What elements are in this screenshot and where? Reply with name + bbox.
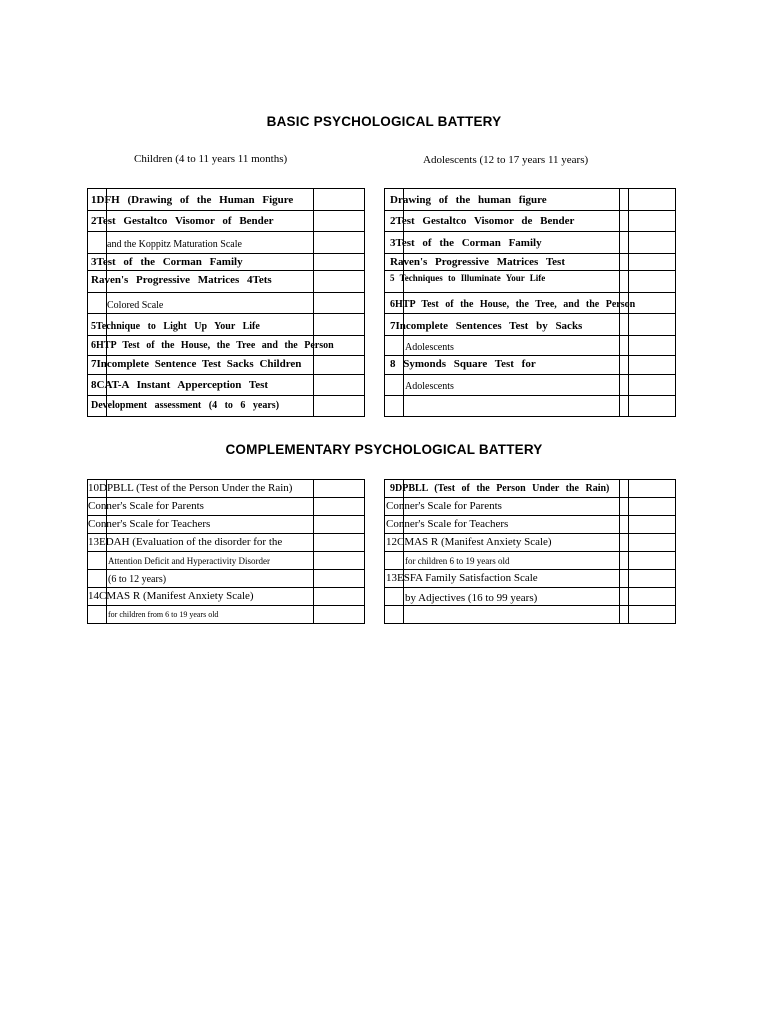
table-row xyxy=(384,396,676,417)
checkbox-cell[interactable] xyxy=(314,606,364,623)
list-item: 6HTP Test of the House, the Tree, and the Person xyxy=(390,299,636,310)
list-item: 10DPBLL (Test of the Person Under the Rain) xyxy=(88,482,293,494)
table-row xyxy=(384,552,676,570)
table-row xyxy=(87,480,365,498)
checkbox-cell[interactable] xyxy=(629,534,675,551)
checkbox-cell[interactable] xyxy=(629,254,675,270)
table-row xyxy=(384,516,676,534)
children-table xyxy=(87,188,365,417)
checkbox-cell[interactable] xyxy=(629,293,675,313)
table-row xyxy=(87,314,365,336)
table-row xyxy=(87,534,365,552)
list-item: 13ESFA Family Satisfaction Scale xyxy=(386,572,538,584)
list-item: 3Test of the Corman Family xyxy=(390,237,542,249)
checkbox-cell[interactable] xyxy=(314,356,364,374)
checkbox-cell[interactable] xyxy=(314,588,364,605)
checkbox-cell[interactable] xyxy=(629,356,675,374)
list-item: 2Test Gestaltco Visomor de Bender xyxy=(390,215,575,227)
checkbox-cell[interactable] xyxy=(629,396,675,416)
table-row xyxy=(87,189,365,211)
list-item: 8 Symonds Square Test for xyxy=(390,358,536,370)
list-item: (6 to 12 years) xyxy=(108,574,167,585)
list-item: Conner's Scale for Teachers xyxy=(386,518,509,530)
checkbox-cell[interactable] xyxy=(314,271,364,292)
list-item: Raven's Progressive Matrices 4Tets xyxy=(91,274,272,286)
list-item: Adolescents xyxy=(405,381,454,392)
list-item: 12CMAS R (Manifest Anxiety Scale) xyxy=(386,536,552,548)
table-row xyxy=(87,588,365,606)
table-row xyxy=(87,211,365,232)
table-row xyxy=(87,254,365,271)
list-item: 7Incomplete Sentence Test Sacks Children xyxy=(91,358,302,370)
checkbox-cell[interactable] xyxy=(629,375,675,395)
complementary-children-table xyxy=(87,479,365,624)
list-item: 7Incomplete Sentences Test by Sacks xyxy=(390,320,583,332)
table-row xyxy=(384,588,676,606)
list-item: Raven's Progressive Matrices Test xyxy=(390,256,565,268)
table-row xyxy=(87,516,365,534)
checkbox-cell[interactable] xyxy=(629,570,675,587)
checkbox-cell[interactable] xyxy=(314,314,364,335)
checkbox-cell[interactable] xyxy=(314,396,364,416)
checkbox-cell[interactable] xyxy=(629,516,675,533)
list-item: Development assessment (4 to 6 years) xyxy=(91,400,280,411)
list-item: 13EDAH (Evaluation of the disorder for the xyxy=(88,536,283,548)
checkbox-cell[interactable] xyxy=(314,189,364,210)
list-item: 5 Techniques to Illuminate Your Life xyxy=(390,273,546,283)
list-item: by Adjectives (16 to 99 years) xyxy=(405,592,538,604)
list-item: Conner's Scale for Parents xyxy=(88,500,204,512)
table-row xyxy=(384,480,676,498)
checkbox-cell[interactable] xyxy=(629,314,675,335)
list-item: Conner's Scale for Teachers xyxy=(88,518,211,530)
table-row xyxy=(87,396,365,417)
complementary-battery-title: COMPLEMENTARY PSYCHOLOGICAL BATTERY xyxy=(225,442,543,457)
checkbox-cell[interactable] xyxy=(629,189,675,210)
list-item: 6HTP Test of the House, the Tree and the Person xyxy=(91,340,334,351)
table-row xyxy=(384,336,676,356)
list-item: for children from 6 to 19 years old xyxy=(108,610,219,619)
table-row xyxy=(384,570,676,588)
checkbox-cell[interactable] xyxy=(314,211,364,231)
checkbox-cell[interactable] xyxy=(314,480,364,497)
checkbox-cell[interactable] xyxy=(629,336,675,355)
checkbox-cell[interactable] xyxy=(629,480,675,497)
table-row xyxy=(384,254,676,271)
checkbox-cell[interactable] xyxy=(629,606,675,623)
table-row xyxy=(384,232,676,254)
table-row xyxy=(87,232,365,254)
table-row xyxy=(87,271,365,293)
table-row xyxy=(384,356,676,375)
children-header: Children (4 to 11 years 11 months) xyxy=(134,153,288,165)
table-row xyxy=(87,498,365,516)
table-row xyxy=(87,293,365,314)
checkbox-cell[interactable] xyxy=(314,232,364,253)
list-item: 5Technique to Light Up Your Life xyxy=(91,321,260,332)
adolescents-header: Adolescents (12 to 17 years 11 years) xyxy=(423,154,589,166)
list-item: Attention Deficit and Hyperactivity Disorder xyxy=(108,556,270,566)
list-item: Adolescents xyxy=(405,342,454,353)
table-row xyxy=(384,293,676,314)
table-row xyxy=(87,336,365,356)
checkbox-cell[interactable] xyxy=(629,211,675,231)
checkbox-cell[interactable] xyxy=(314,516,364,533)
table-row xyxy=(384,534,676,552)
table-row xyxy=(384,498,676,516)
checkbox-cell[interactable] xyxy=(629,498,675,515)
table-row xyxy=(384,314,676,336)
adolescents-table xyxy=(384,188,676,417)
basic-battery-title: BASIC PSYCHOLOGICAL BATTERY xyxy=(266,114,502,129)
list-item: 9DPBLL (Test of the Person Under the Rain) xyxy=(390,483,610,494)
checkbox-cell[interactable] xyxy=(314,293,364,313)
table-row xyxy=(87,606,365,624)
list-item: Colored Scale xyxy=(107,300,164,311)
table-row xyxy=(87,375,365,396)
list-item: Drawing of the human figure xyxy=(390,194,547,206)
checkbox-cell[interactable] xyxy=(314,534,364,551)
table-row xyxy=(87,570,365,588)
checkbox-cell[interactable] xyxy=(314,254,364,270)
list-item: 8CAT-A Instant Apperception Test xyxy=(91,379,269,391)
list-item: 2Test Gestaltco Visomor of Bender xyxy=(91,215,274,227)
checkbox-cell[interactable] xyxy=(314,552,364,569)
checkbox-cell[interactable] xyxy=(629,588,675,605)
checkbox-cell[interactable] xyxy=(314,498,364,515)
checkbox-cell[interactable] xyxy=(629,232,675,253)
table-row xyxy=(384,211,676,232)
table-row xyxy=(384,375,676,396)
list-item: for children 6 to 19 years old xyxy=(405,556,510,566)
complementary-adolescents-table xyxy=(384,479,676,624)
table-row xyxy=(384,271,676,293)
checkbox-cell[interactable] xyxy=(314,570,364,587)
list-item: and the Koppitz Maturation Scale xyxy=(107,239,242,250)
list-item: Conner's Scale for Parents xyxy=(386,500,502,512)
list-item: 1DFH (Drawing of the Human Figure xyxy=(91,194,294,206)
checkbox-cell[interactable] xyxy=(629,271,675,292)
checkbox-cell[interactable] xyxy=(629,552,675,569)
list-item: 14CMAS R (Manifest Anxiety Scale) xyxy=(88,590,254,602)
checkbox-cell[interactable] xyxy=(314,375,364,395)
list-item: 3Test of the Corman Family xyxy=(91,256,243,268)
table-row xyxy=(87,356,365,375)
table-row xyxy=(384,189,676,211)
table-row xyxy=(384,606,676,624)
table-row xyxy=(87,552,365,570)
